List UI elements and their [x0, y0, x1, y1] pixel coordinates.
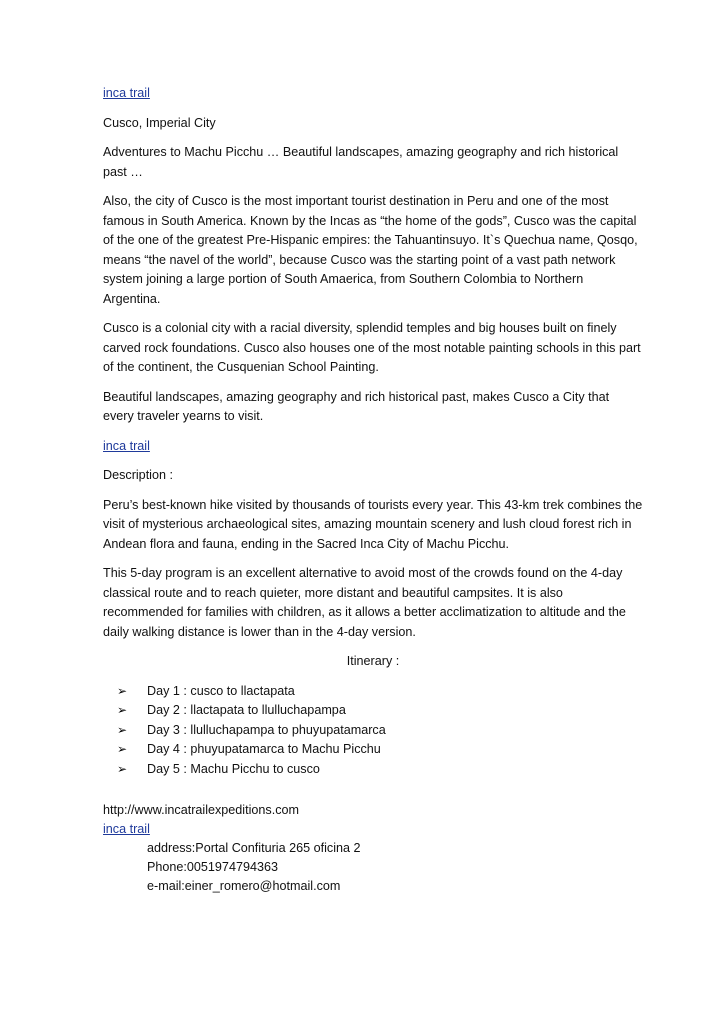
intro-paragraph: Cusco is a colonial city with a racial diversity, splendid temples and big houses built on finely carved rock foundations. Cusco also houses one of the most notable painting schools in this part of the continent, the Cusquenian School Painting. [103, 321, 641, 374]
itinerary-day-label: Day 2 : llactapata to llulluchapampa [147, 703, 346, 717]
document-title: Cusco, Imperial City [103, 115, 216, 130]
intro-paragraph: Also, the city of Cusco is the most important tourist destination in Peru and one of the most famous in South America. Known by the Incas as “the home of the gods”, Cusco was the capital of the one of the greatest Pre-Hispanic empires: the Tahuantinsuyo. It`s Quechua name, Qosqo, means “the navel of the world”, because Cusco was the starting point of a vast path network system joining a large portion of South Amaerica, from Southern Colombia to Northern Argentina. [103, 194, 638, 306]
list-item [117, 760, 643, 780]
document-page [103, 84, 643, 896]
arrow-bullet-icon: ➢ [117, 683, 128, 698]
intro-paragraph: Adventures to Machu Picchu … Beautiful landscapes, amazing geography and rich historical past … [103, 145, 619, 179]
itinerary-heading: Itinerary : [346, 654, 400, 668]
intro-paragraph: Beautiful landscapes, amazing geography and rich historical past, makes Cusco a City that every traveler yearns to visit. [103, 389, 610, 423]
contact-block [103, 801, 643, 896]
itinerary-day-label: Day 1 : cusco to llactapata [147, 683, 295, 698]
description-heading: Description : [103, 468, 173, 482]
arrow-bullet-icon: ➢ [117, 742, 128, 756]
address-line: address:Portal Confituria 265 oficina 2 [147, 841, 361, 855]
list-item [117, 721, 643, 741]
arrow-bullet-icon: ➢ [117, 761, 128, 776]
description-paragraph: This 5-day program is an excellent alternative to avoid most of the crowds found on the 4-day classical route and to reach quieter, more distant and beautiful campsites. It is also recommended for families with children, as it allows a better acclimatization to altitude and the daily walking distance is lower than in the 4-day version. [103, 566, 626, 639]
itinerary-day-label: Day 4 : phuyupatamarca to Machu Picchu [147, 742, 381, 756]
arrow-bullet-icon: ➢ [117, 703, 128, 717]
itinerary-day-label: Day 3 : llulluchapampa to phuyupatamarca [147, 722, 386, 737]
arrow-bullet-icon: ➢ [117, 722, 128, 737]
description-paragraph: Peru’s best-known hike visited by thousands of tourists every year. This 43-km trek combines the visit of mysterious archaeological sites, amazing mountain scenery and lush cloud forest rich in Andean flora and fauna, ending in the Sacred Inca City of Machu Picchu. [103, 497, 643, 551]
itinerary-day-label: Day 5 : Machu Picchu to cusco [147, 761, 320, 776]
inca-trail-link-bottom[interactable]: inca trail [103, 822, 150, 836]
phone-line: Phone:0051974794363 [147, 860, 278, 874]
email-line: e-mail:einer_romero@hotmail.com [147, 879, 341, 893]
website-url: http://www.incatrailexpeditions.com [103, 803, 299, 817]
inca-trail-link-top[interactable]: inca trail [103, 86, 150, 100]
list-item [117, 740, 643, 760]
list-item [117, 682, 643, 702]
inca-trail-link-middle[interactable]: inca trail [103, 438, 150, 453]
itinerary-list [103, 682, 643, 780]
list-item [117, 701, 643, 721]
